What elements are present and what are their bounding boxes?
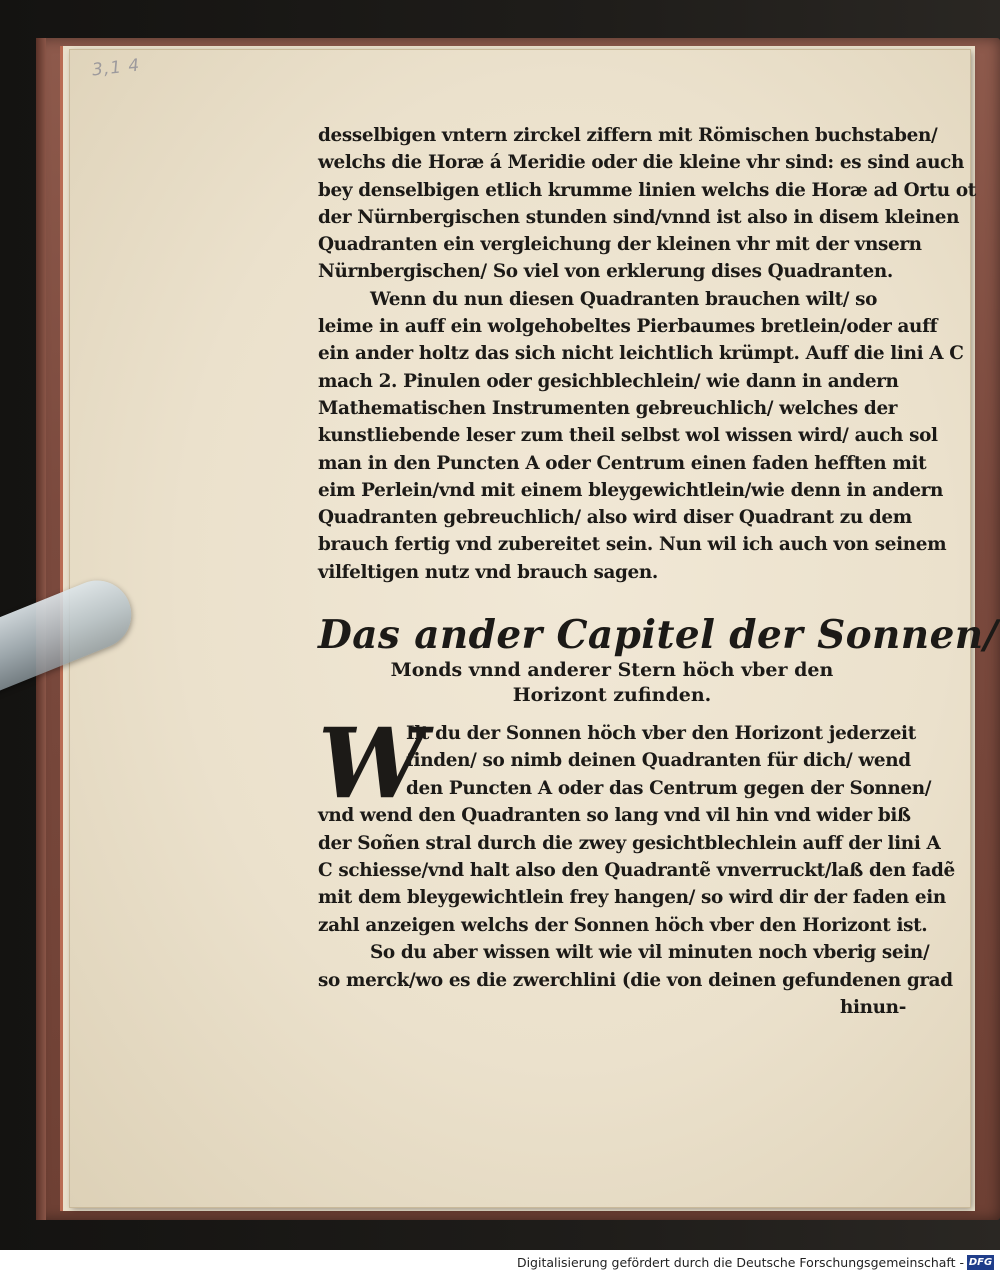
text-line: der Soñen stral durch die zwey gesichtblechlein auff der lini A (318, 832, 941, 854)
pencil-annotation: 3,1 4 (91, 55, 142, 81)
text-line: der Nürnbergischen stunden sind/vnnd ist also in disem kleinen (318, 206, 960, 228)
text-line: Ilt du der Sonnen höch vber den Horizont jederzeit (406, 723, 916, 744)
footer-bar (0, 1250, 1000, 1276)
text-line: welchs die Horæ á Meridie oder die kleine vhr sind: es sind auch (318, 152, 965, 174)
chapter-heading (318, 612, 999, 708)
dfg-logo: DFG (968, 1257, 993, 1268)
text-line: mit dem bleygewichtlein frey hangen/ so wird dir der faden ein (318, 887, 946, 909)
text-line: Mathematischen Instrumenten gebreuchlich/ welches der (318, 397, 898, 419)
text-line: Quadranten ein vergleichung der kleinen vhr mit der vnsern (318, 234, 922, 256)
drop-cap: W (318, 707, 426, 820)
text-line: C schiesse/vnd halt also den Quadrantẽ vnverruckt/laß den fadẽ (318, 859, 955, 881)
text-line: desselbigen vntern zirckel ziffern mit Römischen buchstaben/ (318, 125, 938, 146)
text-line: man in den Puncten A oder Centrum einen faden hefften mit (318, 452, 927, 474)
chapter-subtitle-2: Horizont zufinden. (512, 684, 712, 706)
chapter-title: Das ander Capitel der Sonnen/ (318, 612, 999, 658)
text-line: so merck/wo es die zwerchlini (die von deinen gefundenen grad (318, 969, 953, 991)
text-line: ein ander holtz das sich nicht leichtlich krümpt. Auff die lini A C (318, 343, 964, 365)
text-line: Wenn du nun diesen Quadranten brauchen wilt/ so (370, 288, 878, 310)
text-line: eim Perlein/vnd mit einem bleygewichtlein/wie denn in andern (318, 479, 944, 501)
text-line: zahl anzeigen welchs der Sonnen höch vber den Horizont ist. (318, 914, 928, 936)
body-text-top (318, 122, 976, 586)
text-line: bey denselbigen etlich krumme linien welchs die Horæ ad Ortu ot (318, 179, 976, 201)
text-line: vilfeltigen nutz vnd brauch sagen. (318, 561, 658, 583)
catchword: hinun- (839, 996, 906, 1018)
chapter-subtitle-1: Monds vnnd anderer Stern höch vber den (390, 659, 834, 681)
text-line: brauch fertig vnd zubereitet sein. Nun wil ich auch von seinem (318, 534, 947, 556)
text-line: den Puncten A oder das Centrum gegen der Sonnen/ (406, 777, 932, 799)
text-line: finden/ so nimb deinen Quadranten für dich/ wend (406, 750, 911, 772)
text-line: kunstliebende leser zum theil selbst wol wissen wird/ auch sol (318, 425, 938, 447)
chapter-body (318, 707, 955, 1021)
text-line: mach 2. Pinulen oder gesichblechlein/ wie dann in andern (318, 370, 899, 392)
text-line: vnd wend den Quadranten so lang vnd vil hin vnd wider biß (318, 805, 911, 827)
text-line: So du aber wissen wilt wie vil minuten noch vberig sein/ (370, 942, 930, 964)
text-line: leime in auff ein wolgehobeltes Pierbaumes bretlein/oder auff (318, 316, 938, 338)
footer-credit: Digitalisierung gefördert durch die Deutsche Forschungsgemeinschaft - (516, 1255, 964, 1270)
text-line: Nürnbergischen/ So viel von erklerung dises Quadranten. (318, 261, 893, 283)
text-line: Quadranten gebreuchlich/ also wird diser Quadrant zu dem (318, 507, 912, 529)
